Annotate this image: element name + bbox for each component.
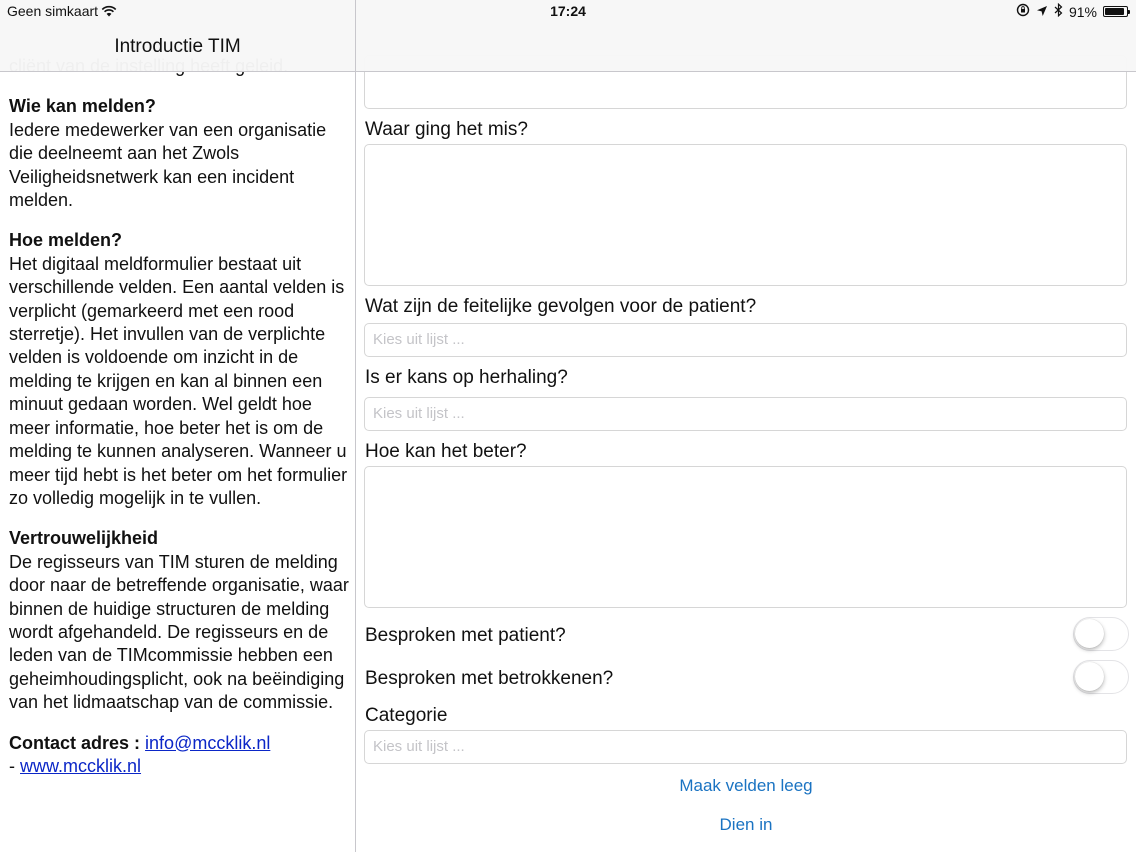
battery-fill [1105,8,1124,15]
clock-time: 17:24 [550,3,586,19]
confidentiality-heading: Vertrouwelijkheid [9,528,159,549]
contact-web-line [9,755,349,778]
clear-fields-button[interactable]: Maak velden leeg [679,776,813,795]
contact-separator: - [9,755,15,776]
carrier-text: Geen simkaart [7,3,99,19]
status-bar [0,0,1136,24]
rotation-lock-icon [1016,3,1030,20]
location-icon [1036,4,1048,20]
form-panel [356,0,1136,852]
battery-percent: 91% [1068,3,1097,20]
how-heading: Hoe melden? [9,230,123,251]
who-heading: Wie kan melden? [9,96,156,117]
contact-line [9,732,349,755]
category-select[interactable]: Kies uit lijst ... [364,730,1127,764]
discussed-patient-toggle[interactable] [1073,617,1129,651]
confidentiality-body: De regisseurs van TIM sturen de melding door naar de betreffende organisatie, waar binnen de huidige structuren de melding wordt afgehandeld. De regisseurs en de leden van de TIMcommissie hebben een geheimhoudingsplicht, ook na beëindiging van het lidmaatschap van de commissie. [9,551,349,713]
contact-website-link[interactable]: www.mccklik.nl [20,755,142,776]
battery-icon [1103,6,1128,17]
discussed-involved-toggle[interactable] [1073,660,1129,694]
discussed-patient-label: Besproken met patient? [365,625,566,646]
status-right-group [1016,3,1128,20]
bluetooth-icon [1054,3,1063,20]
category-label: Categorie [365,705,448,726]
who-body: Iedere medewerker van een organisatie die deelneemt aan het Zwols Veiligheidsnetwerk kan een incident melden. [9,119,327,211]
intro-scroll-content[interactable] [9,55,349,778]
how-body: Het digitaal meldformulier bestaat uit verschillende velden. Een aantal velden is verplicht (gemarkeerd met een rood sterretje). Het invullen van de verplichte velden is voldoende om inzicht in de melding te krijgen en kan al binnen een minuut gedaan worden. Wel geldt hoe meer informatie, hoe beter het is om de melding te kunnen analyseren. Wanneer u meer tijd hebt is het beter om het formulier zo volledig mogelijk in te vullen. [9,253,348,508]
toggle-knob [1075,662,1104,691]
recurrence-label: Is er kans op herhaling? [365,367,568,388]
contact-email-link[interactable]: info@mccklik.nl [145,732,271,753]
submit-button[interactable]: Dien in [719,815,773,834]
improve-textarea[interactable] [364,466,1127,608]
toggle-knob [1075,619,1104,648]
consequences-label: Wat zijn de feitelijke gevolgen voor de patient? [365,296,757,317]
what-wrong-textarea[interactable] [364,144,1127,286]
nav-title: Introductie TIM [114,36,241,57]
improve-label: Hoe kan het beter? [365,441,527,462]
left-panel [0,0,355,852]
contact-label: Contact adres : [9,732,141,753]
what-wrong-label: Waar ging het mis? [365,119,528,140]
consequences-select[interactable]: Kies uit lijst ... [364,323,1127,357]
recurrence-select[interactable]: Kies uit lijst ... [364,397,1127,431]
discussed-involved-label: Besproken met betrokkenen? [365,668,614,689]
